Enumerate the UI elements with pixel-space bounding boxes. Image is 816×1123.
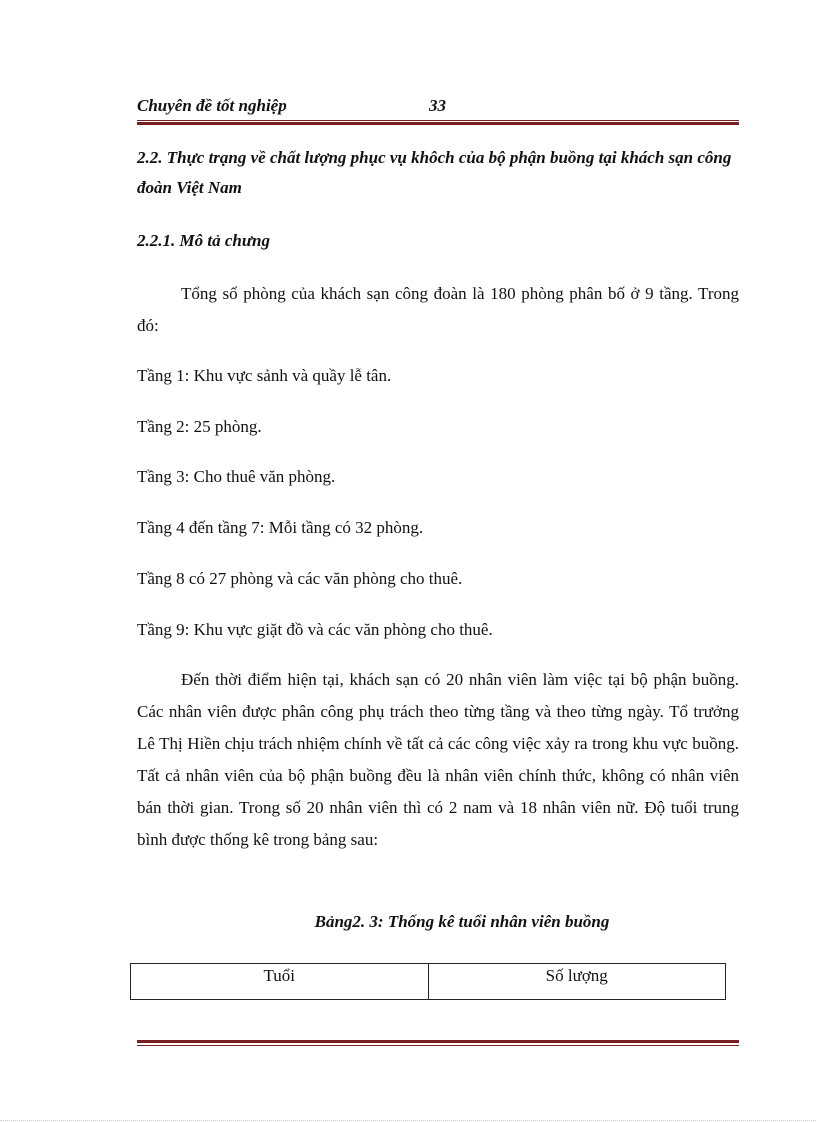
table-header-cell: Số lượng — [428, 964, 726, 1000]
floor-line: Tầng 3: Cho thuê văn phòng. — [137, 467, 336, 486]
table-header-cell: Tuổi — [131, 964, 429, 1000]
floor-line: Tầng 2: 25 phòng. — [137, 417, 262, 436]
intro-paragraph: Tổng số phòng của khách sạn công đoàn là 180 phòng phân bố ở 9 tầng. Trong đó: — [137, 284, 739, 335]
header-rule-thick — [137, 122, 739, 125]
page-number: 33 — [429, 96, 446, 115]
page-header — [137, 94, 739, 118]
floor-line: Tầng 1: Khu vực sảnh và quầy lễ tân. — [137, 366, 392, 385]
table-header-row — [131, 964, 726, 1000]
age-stats-table — [130, 963, 726, 1000]
header-rule-thin — [137, 120, 739, 121]
footer-rule-thin — [137, 1045, 739, 1046]
floor-line: Tầng 9: Khu vực giặt đồ và các văn phòng cho thuê. — [137, 620, 493, 639]
footer-rule-thick — [137, 1040, 739, 1043]
floor-line: Tầng 4 đến tầng 7: Mỗi tầng có 32 phòng. — [137, 518, 424, 537]
table-caption: Bảng2. 3: Thống kê tuổi nhân viên buồng — [314, 912, 610, 931]
subsection-heading: 2.2.1. Mô tả chưng — [137, 231, 270, 250]
section-heading: 2.2. Thực trạng về chất lượng phục vụ khôch của bộ phận buồng tại khách sạn công đoàn Việt Nam — [137, 148, 732, 197]
page-bottom-border — [0, 1120, 816, 1122]
staff-paragraph: Đến thời điểm hiện tại, khách sạn có 20 nhân viên làm việc tại bộ phận buồng. Các nhân viên được phân công phụ trách theo từng tầng và theo từng ngày. Tổ trưởng Lê Thị Hiền chịu trách nhiệm chính về tất cả các công việc xảy ra trong khu vực buồng. Tất cả nhân viên của bộ phận buồng đều là nhân viên chính thức, không có nhân viên bán thời gian. Trong số 20 nhân viên thì có 2 nam và 18 nhân viên nữ. Độ tuổi trung bình được thống kê trong bảng sau: — [137, 670, 739, 849]
floor-line: Tầng 8 có 27 phòng và các văn phòng cho thuê. — [137, 569, 463, 588]
header-title: Chuyên đề tốt nghiệp — [137, 96, 287, 115]
